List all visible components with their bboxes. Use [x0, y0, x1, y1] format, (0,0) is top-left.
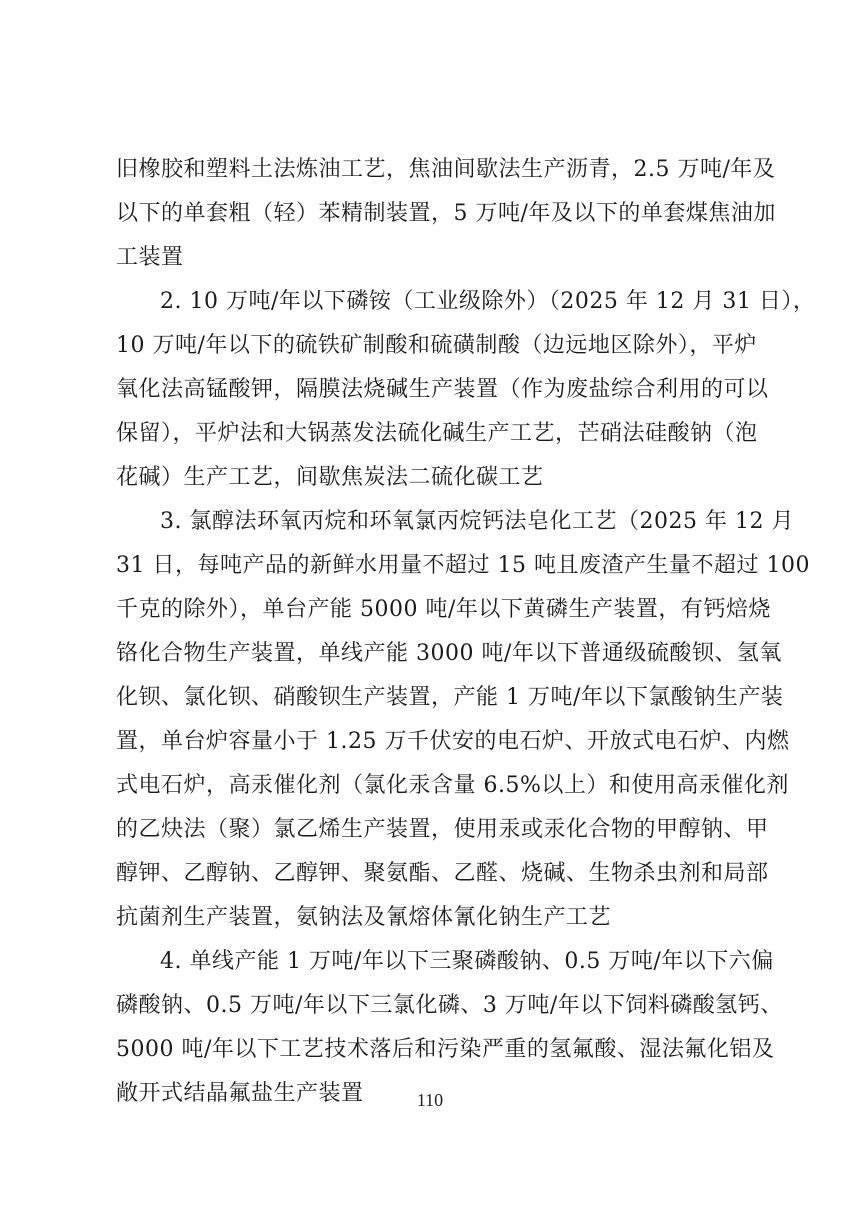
text-line: 敞开式结晶氟盐生产装置: [116, 1081, 364, 1106]
text-line: 花碱）生产工艺，间歇焦炭法二硫化碳工艺: [116, 465, 544, 490]
text-line: 化钡、氯化钡、硝酸钡生产装置，产能 1 万吨/年以下氯酸钠生产装: [116, 685, 784, 710]
text-line: 式电石炉，高汞催化剂（氯化汞含量 6.5%以上）和使用高汞催化剂: [116, 773, 789, 798]
item-3-first-line: 3. 氯醇法环氧丙烷和环氧氯丙烷钙法皂化工艺（2025 年 12 月: [160, 509, 794, 534]
text-line: 保留），平炉法和大锅蒸发法硫化碱生产工艺，芒硝法硅酸钠（泡: [116, 421, 758, 446]
text-line: 醇钾、乙醇钠、乙醇钾、聚氨酯、乙醛、烧碱、生物杀虫剂和局部: [116, 861, 769, 886]
item-4-first-line: 4. 单线产能 1 万吨/年以下三聚磷酸钠、0.5 万吨/年以下六偏: [160, 949, 774, 974]
text-line: 工装置: [116, 245, 184, 270]
text-line: 31 日，每吨产品的新鲜水用量不超过 15 吨且废渣产生量不超过 100: [116, 553, 810, 578]
text-line: 的乙炔法（聚）氯乙烯生产装置，使用汞或汞化合物的甲醇钠、甲: [116, 817, 769, 842]
text-line: 铬化合物生产装置，单线产能 3000 吨/年以下普通级硫酸钡、氢氧: [116, 641, 782, 666]
text-line: 以下的单套粗（轻）苯精制装置，5 万吨/年及以下的单套煤焦油加: [116, 201, 776, 226]
text-line: 磷酸钠、0.5 万吨/年以下三氯化磷、3 万吨/年以下饲料磷酸氢钙、: [116, 993, 783, 1018]
text-line: 5000 吨/年以下工艺技术落后和污染严重的氢氟酸、湿法氟化铝及: [116, 1037, 775, 1062]
page-number: 110: [416, 1090, 444, 1110]
item-2-first-line: 2. 10 万吨/年以下磷铵（工业级除外）（2025 年 12 月 31 日），: [160, 289, 816, 314]
text-line: 氧化法高锰酸钾，隔膜法烧碱生产装置（作为废盐综合利用的可以: [116, 377, 769, 402]
text-line: 千克的除外），单台产能 5000 吨/年以下黄磷生产装置，有钙焙烧: [116, 597, 771, 622]
text-line: 10 万吨/年以下的硫铁矿制酸和硫磺制酸（边远地区除外），平炉: [116, 333, 757, 358]
text-line: 旧橡胶和塑料土法炼油工艺，焦油间歇法生产沥青，2.5 万吨/年及: [116, 157, 776, 182]
text-line: 置，单台炉容量小于 1.25 万千伏安的电石炉、开放式电石炉、内燃: [116, 729, 790, 754]
text-line: 抗菌剂生产装置，氨钠法及氰熔体氰化钠生产工艺: [116, 905, 612, 930]
